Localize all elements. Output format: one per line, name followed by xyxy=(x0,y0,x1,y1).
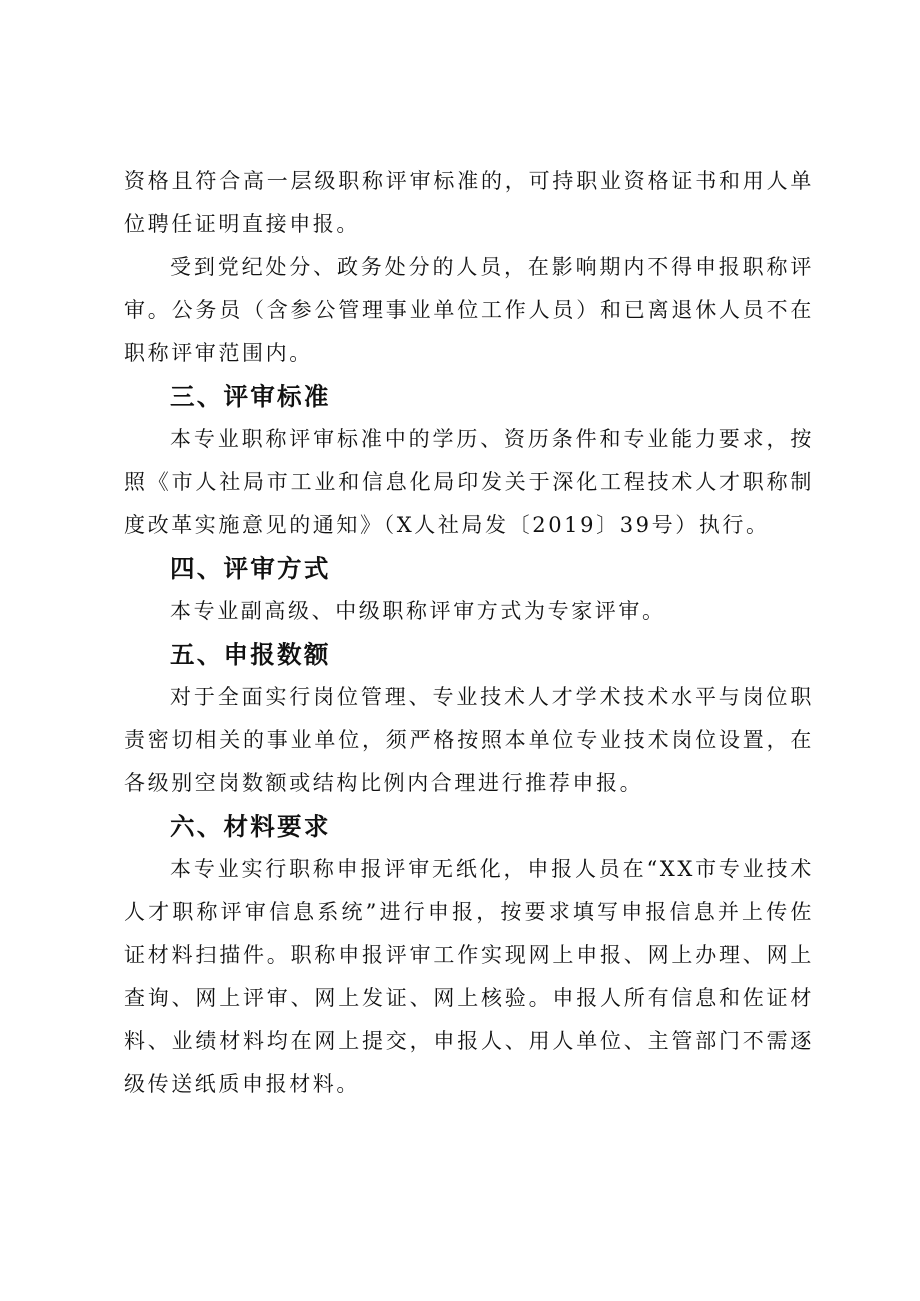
paragraph-application-quota: 对于全面实行岗位管理、专业技术人才学术技术水平与岗位职责密切相关的事业单位，须严格按照本单位专业技术岗位设置，在各级别空岗数额或结构比例内合理进行推荐申报。 xyxy=(124,685,814,795)
paragraph-review-method: 本专业副高级、中级职称评审方式为专家评审。 xyxy=(170,599,666,623)
section-heading-application-quota: 五、申报数额 xyxy=(170,640,331,669)
section-heading-material-requirements: 六、材料要求 xyxy=(170,812,331,841)
paragraph-material-requirements: 本专业实行职称申报评审无纸化，申报人员在“XX市专业技术人才职称评审信息系统”进行申报，按要求填写申报信息并上传佐证材料扫描件。职称申报评审工作实现网上申报、网上办理、网上查询、网上评审、网上发证、网上核验。申报人所有信息和佐证材料、业绩材料均在网上提交，申报人、用人单位、主管部门不需逐级传送纸质申报材料。 xyxy=(124,857,814,1096)
paragraph-disciplinary-exclusion: 受到党纪处分、政务处分的人员，在影响期内不得申报职称评审。公务员（含参公管理事业单位工作人员）和已离退休人员不在职称评审范围内。 xyxy=(124,255,814,365)
section-heading-review-standard: 三、评审标准 xyxy=(170,382,331,411)
section-heading-review-method: 四、评审方式 xyxy=(170,554,331,583)
paragraph-qualification-continued: 资格且符合高一层级职称评审标准的，可持职业资格证书和用人单位聘任证明直接申报。 xyxy=(124,169,814,236)
paragraph-review-standard: 本专业职称评审标准中的学历、资历条件和专业能力要求，按照《市人社局市工业和信息化局印发关于深化工程技术人才职称制度改革实施意见的通知》（X人社局发〔2019〕39号）执行。 xyxy=(124,427,814,537)
document-page xyxy=(124,160,814,1106)
